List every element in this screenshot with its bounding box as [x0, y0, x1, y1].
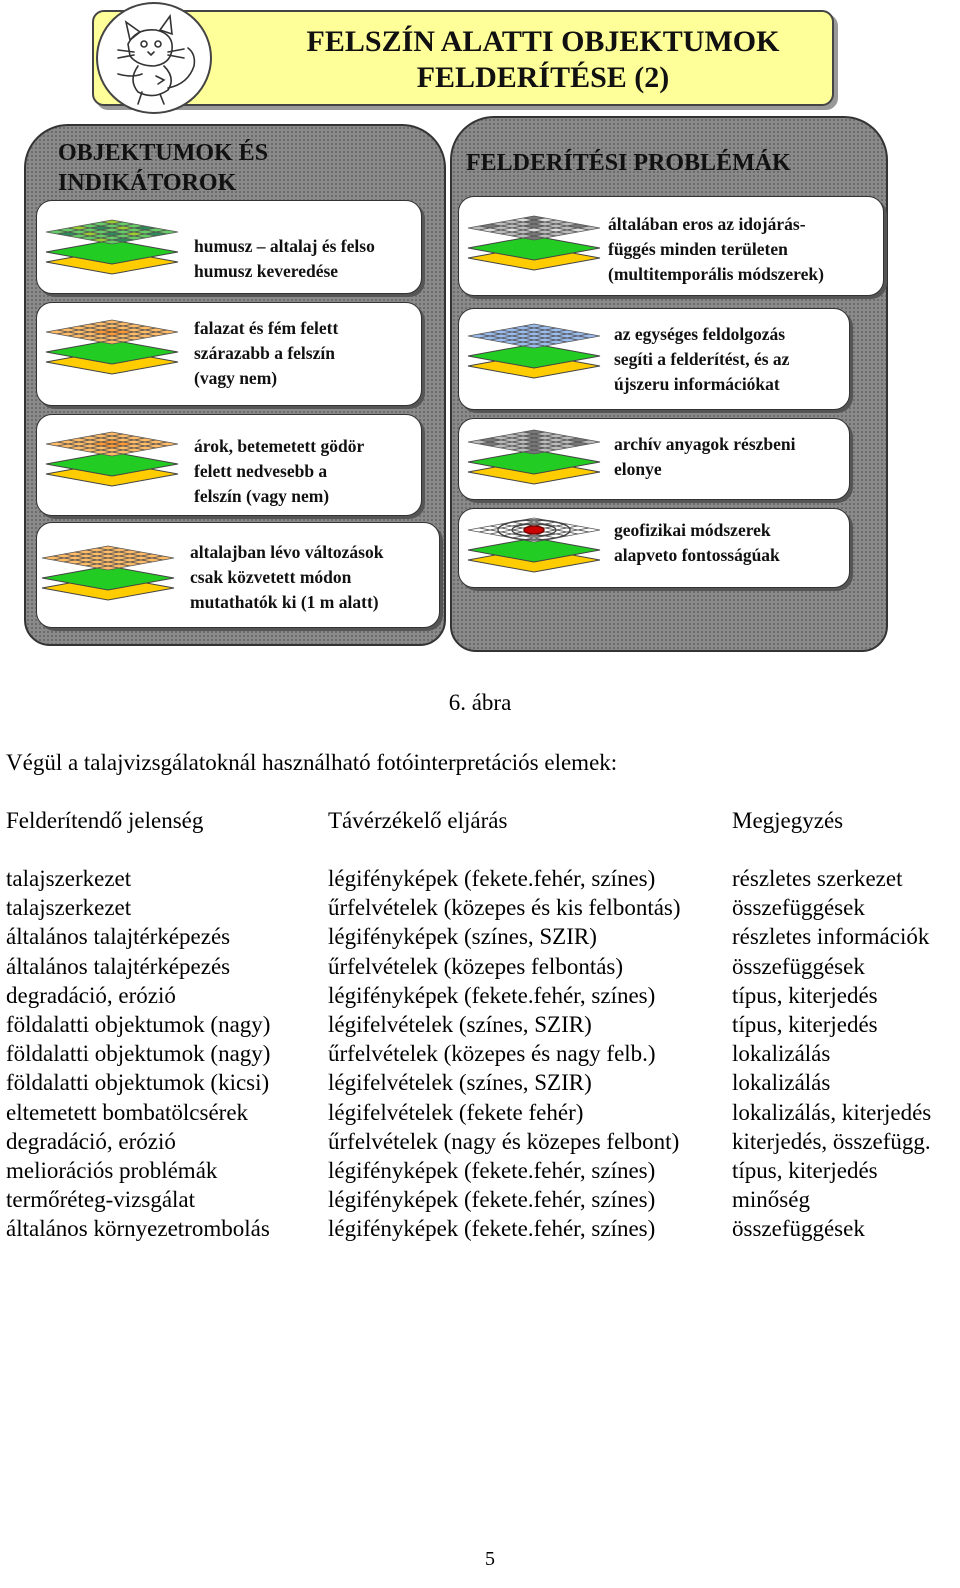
cell-phenomenon: talajszerkezet [6, 866, 132, 891]
right-card-3-text [614, 432, 796, 482]
right-card-4-text [614, 518, 780, 568]
cell-phenomenon: talajszerkezet [6, 895, 132, 921]
cell-method: légifelvételek (színes, SZIR) [328, 1011, 592, 1037]
cell-note: kiterjedés, összefügg. [732, 1128, 931, 1154]
left-panel-title-line1: OBJEKTUMOK ÉS [58, 140, 269, 166]
cell-note: lokalizálás [732, 1041, 831, 1067]
cell-note: típus, kiterjedés [732, 1157, 878, 1183]
cell-method: légifényképek (színes, SZIR) [328, 924, 597, 950]
cell-method: légifelvételek (fekete fehér) [328, 1099, 584, 1125]
cell-method: űrfelvételek (nagy és közepes felbont) [328, 1128, 680, 1154]
left-card-1-line2: humusz keveredése [194, 261, 339, 281]
right-card-3-line1: archív anyagok részbeni [614, 434, 796, 454]
cell-method: légifényképek (fekete.fehér, színes) [328, 1187, 656, 1213]
header-phenomenon: Felderítendő jelenség [6, 808, 204, 833]
cell-note: minőség [732, 1187, 810, 1213]
cell-phenomenon: meliorációs problémák [6, 1157, 218, 1183]
cell-note: típus, kiterjedés [732, 1011, 878, 1037]
cell-phenomenon: általános talajtérképezés [6, 924, 231, 950]
left-card-3-line1: árok, betemetett gödör [194, 436, 365, 456]
cell-phenomenon: általános környezetrombolás [6, 1216, 270, 1242]
right-card-2-line2: segíti a felderítést, és az [614, 349, 790, 369]
cell-note: összefüggések [732, 1216, 865, 1242]
cell-phenomenon: eltemetett bombatölcsérek [6, 1099, 249, 1125]
cell-note: összefüggések [732, 895, 865, 921]
left-card-2-text [194, 316, 338, 391]
layer-stack-wall-icon [40, 314, 190, 392]
left-card-4-text [190, 540, 383, 615]
right-card-1-text [608, 212, 824, 287]
cell-note: lokalizálás, kiterjedés [732, 1099, 932, 1125]
left-card-4-line3: mutathatók ki (1 m alatt) [190, 592, 379, 612]
right-card-2-line1: az egységes feldolgozás [614, 324, 786, 344]
cell-phenomenon: degradáció, erózió [6, 982, 176, 1008]
header-method: Távérzékelő eljárás [328, 808, 508, 833]
cell-method: légifényképek (fekete.fehér, színes) [328, 982, 656, 1008]
layer-stack-humus-icon [40, 214, 190, 292]
left-card-2-line2: szárazabb a felszín [194, 343, 335, 363]
cell-method: légifényképek (fekete.fehér, színes) [328, 1216, 656, 1242]
cell-phenomenon: termőréteg-vizsgálat [6, 1187, 196, 1213]
right-card-1-line3: (multitemporális módszerek) [608, 264, 824, 284]
cell-phenomenon: degradáció, erózió [6, 1128, 176, 1154]
left-card-4-line2: csak közvetett módon [190, 567, 352, 587]
cat-logo-icon [96, 2, 212, 114]
right-card-3-line2: elonye [614, 459, 662, 479]
right-card-2-text [614, 322, 789, 397]
cell-phenomenon: földalatti objektumok (nagy) [6, 1041, 271, 1067]
layer-stack-weather-icon [462, 210, 612, 288]
layer-stack-processing-icon [462, 318, 612, 396]
left-card-3-text [194, 434, 364, 509]
right-card-1-line1: általában eros az idojárás- [608, 214, 806, 234]
cat-logo-drawing [98, 4, 210, 112]
cell-method: légifényképek (fekete.fehér, színes) [328, 866, 656, 891]
cell-method: űrfelvételek (közepes felbontás) [328, 953, 624, 979]
left-card-1-line1: humusz – altalaj és felso [194, 236, 375, 256]
cell-phenomenon: földalatti objektumok (kicsi) [6, 1070, 270, 1096]
right-card-1-line2: függés minden területen [608, 239, 788, 259]
figure-title-line2: FELDERÍTÉSE (2) [416, 61, 670, 94]
cell-method: űrfelvételek (közepes és nagy felb.) [328, 1041, 656, 1067]
layer-stack-ditch-icon [40, 426, 190, 504]
figure-title-line1: FELSZÍN ALATTI OBJEKTUMOK [306, 25, 780, 58]
left-panel-title-line2: INDIKÁTOROK [58, 170, 237, 196]
layer-stack-geophysics-icon [462, 512, 612, 584]
cell-phenomenon: általános talajtérképezés [6, 953, 231, 979]
cell-phenomenon: földalatti objektumok (nagy) [6, 1011, 271, 1037]
right-panel-title: FELDERÍTÉSI PROBLÉMÁK [466, 150, 791, 176]
left-card-3-line2: felett nedvesebb a [194, 461, 328, 481]
cell-method: légifelvételek (színes, SZIR) [328, 1070, 592, 1096]
right-card-2-line3: újszeru információkat [614, 374, 780, 394]
cell-note: részletes információk [732, 924, 930, 950]
left-card-1-text [194, 234, 375, 284]
header-note: Megjegyzés [732, 808, 844, 833]
cell-note: lokalizálás [732, 1070, 831, 1096]
cell-note: összefüggések [732, 953, 865, 979]
cell-method: légifényképek (fekete.fehér, színes) [328, 1157, 656, 1183]
intro-paragraph: Végül a talajvizsgálatoknál használható fotóinterpretációs elemek: [6, 750, 618, 775]
target-center [524, 526, 544, 534]
figure-title [254, 24, 832, 96]
left-card-3-line3: felszín (vagy nem) [194, 486, 330, 506]
figure-caption: 6. ábra [448, 690, 512, 715]
left-card-2-line3: (vagy nem) [194, 368, 278, 388]
right-card-4-line2: alapveto fontosságúak [614, 545, 780, 565]
page-number: 5 [485, 1548, 495, 1570]
cell-note: részletes szerkezet [732, 866, 903, 891]
cell-note: típus, kiterjedés [732, 982, 878, 1008]
layer-stack-subsoil-icon [36, 540, 186, 618]
right-card-4-line1: geofizikai módszerek [614, 520, 771, 540]
left-card-2-line1: falazat és fém felett [194, 318, 339, 338]
layer-stack-archive-icon [462, 424, 612, 494]
left-card-4-line1: altalajban lévo változások [190, 542, 384, 562]
left-panel-title [58, 138, 268, 198]
cell-method: űrfelvételek (közepes és kis felbontás) [328, 895, 681, 921]
figure [0, 0, 960, 660]
